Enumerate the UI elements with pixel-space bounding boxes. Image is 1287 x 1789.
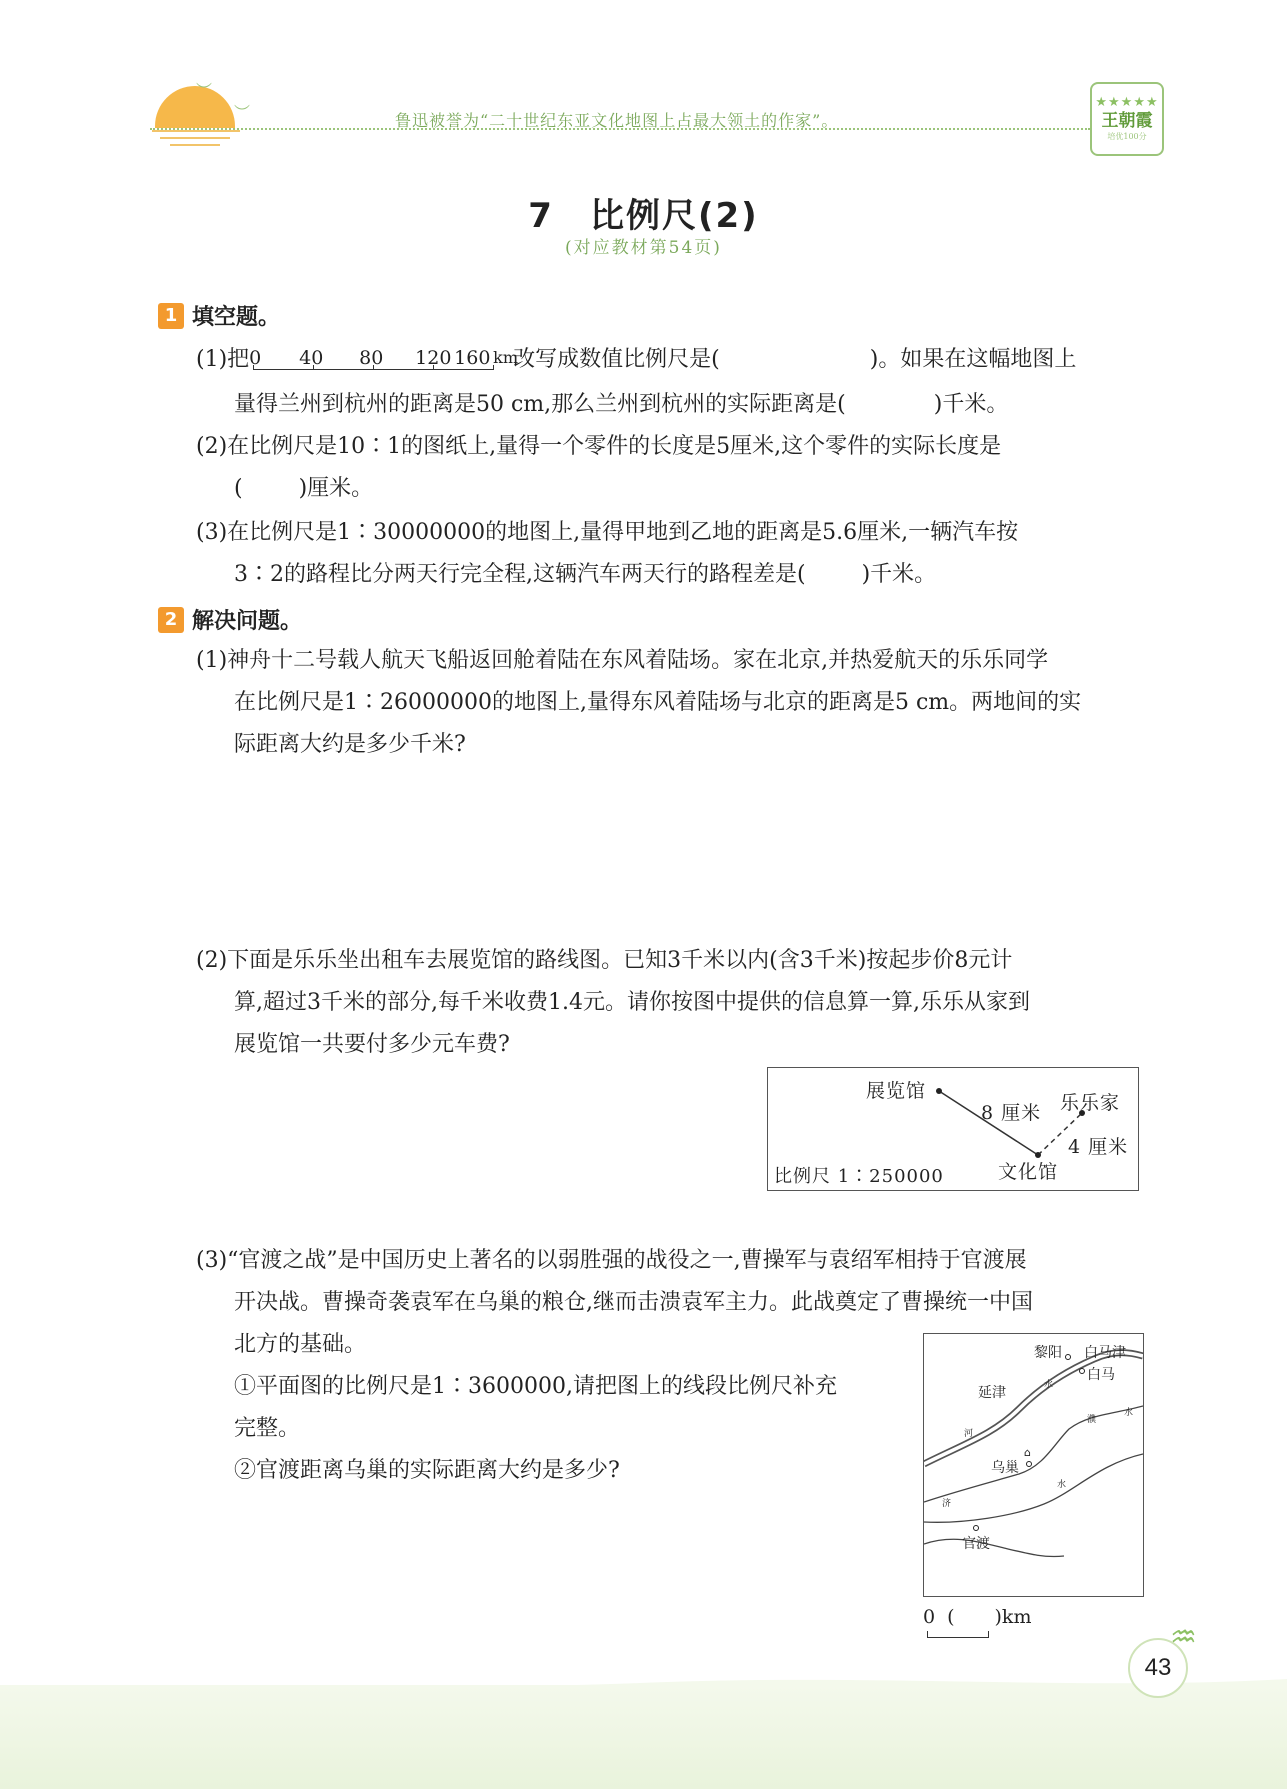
sun-reflection-line — [152, 130, 240, 132]
section-heading-text: 解决问题。 — [192, 609, 303, 634]
granary-icon: ⌂ — [1024, 1446, 1031, 1459]
question-text: )千米。 — [861, 562, 937, 587]
section-1-heading — [158, 300, 280, 331]
problem-2-1-line-2: 在比例尺是1∶26000000的地图上,量得东风着陆场与北京的距离是5 cm。两地间的实 — [234, 690, 1082, 715]
river-label: 水 — [1044, 1380, 1054, 1390]
question-1-3-line-2 — [234, 560, 936, 590]
question-text: (1)把 — [196, 347, 250, 372]
liyang-point — [1066, 1355, 1071, 1360]
scale-unit: km — [493, 348, 519, 367]
problem-2-3-sub-2: ②官渡距离乌巢的实际距离大约是多少? — [234, 1458, 620, 1483]
river-branch — [924, 1454, 1143, 1522]
scale-open: ( — [947, 1606, 955, 1628]
problem-2-2-line-1: (2)下面是乐乐坐出租车去展览馆的路线图。已知3千米以内(含3千米)按起步价8元计 — [196, 948, 1013, 973]
logo-name: 王朝霞 — [1101, 111, 1153, 131]
section-heading-text: 填空题。 — [192, 305, 281, 330]
map-scale-bar — [927, 1631, 989, 1638]
question-1-2-line-1: (2)在比例尺是10∶1的图纸上,量得一个零件的长度是5厘米,这个零件的实际长度是 — [196, 434, 1002, 459]
yanjin-label: 延津 — [978, 1385, 1006, 1401]
page-subtitle: (对应教材第54页) — [565, 238, 722, 258]
page-title: 7 比例尺(2) — [528, 196, 759, 236]
question-1-3-line-1: (3)在比例尺是1∶30000000的地图上,量得甲地到乙地的距离是5.6厘米,一辆汽车按 — [196, 520, 1019, 545]
question-text: 3∶2的路程比分两天行完全程,这辆汽车两天行的路程差是( — [234, 562, 806, 587]
problem-2-3-sub-1-line-2: 完整。 — [234, 1416, 301, 1441]
question-text: )厘米。 — [298, 476, 374, 501]
question-text: 改写成数值比例尺是( — [513, 347, 720, 372]
problem-2-1-line-1: (1)神舟十二号载人航天飞船返回舱着陆在东风着陆场。家在北京,并热爱航天的乐乐同学 — [196, 648, 1049, 673]
battle-map — [923, 1333, 1144, 1597]
question-text: ( — [234, 476, 243, 501]
river-label: 河 — [964, 1429, 974, 1439]
problem-2-3-sub-1-line-1: ①平面图的比例尺是1∶3600000,请把图上的线段比例尺补充 — [234, 1374, 837, 1399]
scale-tick — [313, 365, 314, 370]
scale-label: 80 — [359, 347, 384, 369]
scale-tick — [433, 365, 434, 370]
line-scale-bar — [249, 345, 519, 375]
dolphin-icon: ♒ — [1170, 1620, 1197, 1655]
footer-band — [0, 1685, 1287, 1789]
question-1-1-line-2 — [234, 390, 1008, 420]
problem-2-3-line-3: 北方的基础。 — [234, 1332, 367, 1357]
culture-label: 文化馆 — [998, 1161, 1059, 1183]
distance-label-8cm: 8 厘米 — [981, 1102, 1042, 1124]
sun-reflection-line — [160, 137, 230, 139]
baima-point — [1080, 1369, 1085, 1374]
wuchao-label: 乌巢 — [991, 1460, 1019, 1476]
logo-subtitle: 培优100分 — [1107, 132, 1147, 141]
scale-tick — [493, 365, 494, 370]
distance-label-4cm: 4 厘米 — [1068, 1136, 1129, 1158]
baima-label: 白马 — [1087, 1367, 1115, 1383]
river-label: 水 — [1057, 1480, 1067, 1490]
problem-2-1-line-3: 际距离大约是多少千米? — [234, 732, 466, 757]
bird-icon: ︶ — [196, 81, 213, 100]
question-1-1-line-1 — [196, 345, 1076, 375]
home-label: 乐乐家 — [1060, 1092, 1121, 1114]
bird-icon: ︶ — [234, 103, 251, 122]
sun-reflection-line — [170, 144, 220, 146]
scale-tick — [253, 365, 254, 370]
scale-label: 0 — [249, 347, 262, 369]
ji-river — [924, 1539, 1064, 1556]
scale-label: 40 — [299, 347, 324, 369]
question-text: )。如果在这幅地图上 — [869, 347, 1077, 372]
scale-tick — [373, 365, 374, 370]
river-label: 濮 — [1087, 1415, 1097, 1425]
sun-decoration — [155, 86, 235, 128]
liyang-label: 黎阳 — [1034, 1345, 1062, 1361]
problem-2-3-line-2: 开决战。曹操奇袭袁军在乌巢的粮仓,继而击溃袁军主力。此战奠定了曹操统一中国 — [234, 1290, 1033, 1315]
wuchao-point — [1027, 1462, 1032, 1467]
stars-icon: ★★★★★ — [1095, 95, 1159, 110]
pu-river — [924, 1406, 1143, 1502]
scale-close: )km — [994, 1606, 1032, 1628]
scale-zero: 0 — [923, 1606, 936, 1628]
section-number-badge: 2 — [158, 607, 184, 633]
guandu-label: 官渡 — [962, 1536, 990, 1552]
question-text: 量得兰州到杭州的距离是50 cm,那么兰州到杭州的实际距离是( — [234, 392, 846, 417]
section-number-badge: 1 — [158, 303, 184, 329]
exhibition-label: 展览馆 — [866, 1080, 927, 1102]
river-label: 济 — [942, 1499, 952, 1509]
scale-label: 160 — [454, 347, 491, 369]
problem-2-2-line-2: 算,超过3千米的部分,每千米收费1.4元。请你按图中提供的信息算一算,乐乐从家到 — [234, 990, 1030, 1015]
guandu-point — [974, 1526, 979, 1531]
scale-label: 120 — [415, 347, 452, 369]
question-text: )千米。 — [933, 392, 1009, 417]
page-number: 43 — [1128, 1638, 1188, 1698]
problem-2-3-line-1: (3)“官渡之战”是中国历史上著名的以弱胜强的战役之一,曹操军与袁绍军相持于官渡展 — [196, 1248, 1027, 1273]
section-2-heading — [158, 604, 302, 635]
question-1-2-line-2 — [234, 474, 373, 504]
route-scale: 比例尺 1∶250000 — [774, 1166, 944, 1187]
header-quote: 鲁迅被誉为“二十世纪东亚文化地图上占最大领土的作家”。 — [395, 111, 839, 130]
river-label: 水 — [1124, 1408, 1134, 1418]
exhibition-point — [936, 1088, 942, 1094]
map-line-scale — [923, 1606, 1031, 1628]
publisher-logo — [1090, 82, 1164, 156]
baimajin-label: 白马津 — [1084, 1345, 1126, 1361]
problem-2-2-line-3: 展览馆一共要付多少元车费? — [234, 1032, 510, 1057]
route-diagram — [767, 1067, 1139, 1191]
